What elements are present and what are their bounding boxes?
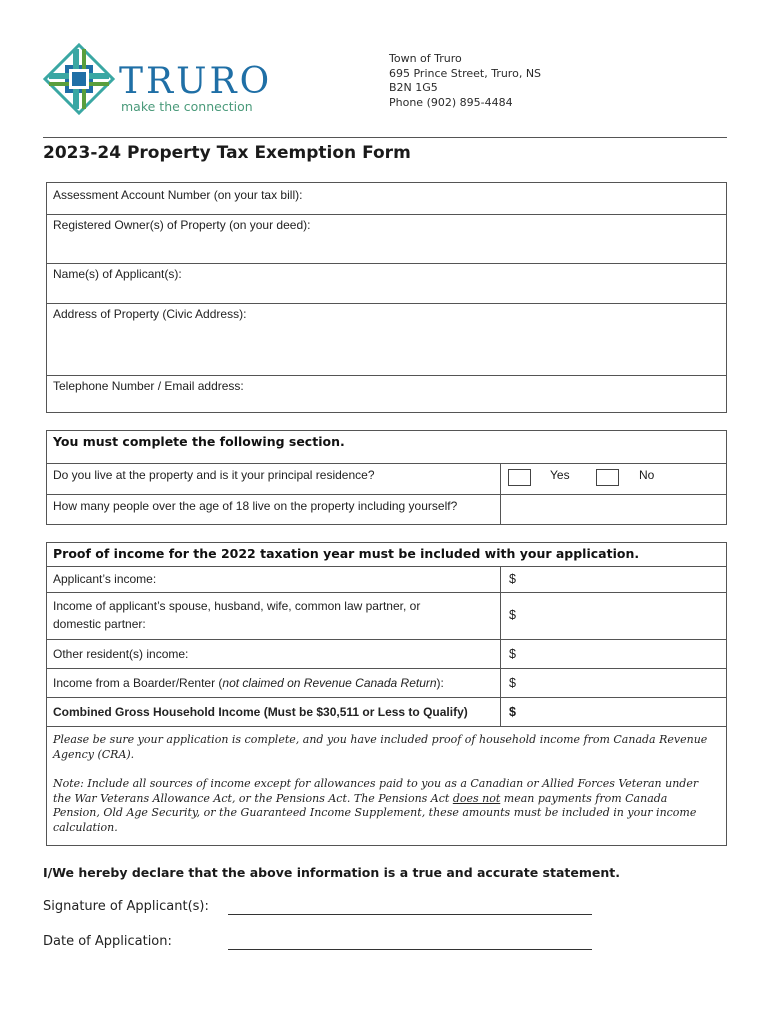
header-divider [43, 137, 727, 138]
income-sources-note [53, 777, 713, 835]
owners-label: Registered Owner(s) of Property (on your deed): [53, 218, 311, 232]
residence-section-heading: You must complete the following section. [53, 434, 345, 449]
spouse-income-label-line1: Income of applicant’s spouse, husband, wife, common law partner, or [53, 599, 421, 613]
other-resident-income-row [47, 639, 726, 668]
signature-line[interactable] [228, 914, 592, 915]
principal-residence-row [47, 463, 726, 494]
owners-field[interactable] [47, 214, 726, 263]
note-text-cont: mean payments from Canada Pension, Old Age Security, or the Guaranteed Income Supplement, these amounts must be included in your income calculation. [53, 791, 697, 834]
spouse-income-amount[interactable]: $ [509, 608, 516, 622]
combined-income-amount[interactable]: $ [509, 705, 516, 719]
other-resident-income-amount[interactable]: $ [509, 647, 516, 661]
spouse-income-row [47, 592, 726, 639]
income-section [46, 542, 727, 846]
completeness-note: Please be sure your application is complete, and you have included proof of household income from Canada Revenue Agency (CRA). [53, 733, 708, 761]
residence-section [46, 430, 727, 525]
applicant-income-amount[interactable]: $ [509, 572, 516, 586]
no-checkbox[interactable] [596, 469, 619, 486]
logo-wordmark: TRURO [119, 61, 273, 102]
contact-label: Telephone Number / Email address: [53, 379, 244, 393]
combined-income-label: Combined Gross Household Income (Must be $30,511 or Less to Qualify) [53, 705, 468, 719]
column-divider [500, 593, 516, 639]
adults-count-question: How many people over the age of 18 live on the property including yourself? [53, 499, 458, 513]
spouse-income-label-line2: domestic partner: [53, 617, 146, 631]
yes-checkbox[interactable] [508, 469, 531, 486]
form-title: 2023-24 Property Tax Exemption Form [43, 143, 411, 163]
column-divider [500, 464, 501, 494]
applicants-label: Name(s) of Applicant(s): [53, 267, 182, 281]
truro-logo [43, 43, 283, 121]
property-address-label: Address of Property (Civic Address): [53, 307, 247, 321]
principal-residence-question: Do you live at the property and is it your principal residence? [53, 468, 375, 482]
date-label: Date of Application: [43, 934, 172, 949]
column-divider [500, 698, 516, 726]
signature-label: Signature of Applicant(s): [43, 899, 209, 914]
account-number-field[interactable]: Assessment Account Number (on your tax bill): [53, 188, 303, 202]
column-divider [500, 567, 516, 592]
other-resident-income-label: Other resident(s) income: [53, 647, 189, 661]
income-section-heading: Proof of income for the 2022 taxation year must be included with your application. [53, 546, 640, 561]
address-line: B2N 1G5 [389, 81, 438, 94]
address-line: Phone (902) 895-4484 [389, 95, 513, 109]
address-line: 695 Prince Street, Truro, NS [389, 66, 542, 80]
adults-count-row [47, 494, 726, 525]
property-address-field[interactable] [47, 303, 726, 375]
applicant-income-label: Applicant’s income: [53, 572, 157, 586]
applicants-field[interactable] [47, 263, 726, 303]
logo-tagline: make the connection [121, 99, 253, 114]
boarder-income-qualifier: not claimed on Revenue Canada Return [222, 676, 437, 690]
declaration-statement: I/We hereby declare that the above information is a true and accurate statement. [43, 865, 620, 880]
logo-mark-icon [45, 45, 113, 113]
no-label: No [639, 468, 655, 482]
town-address [389, 52, 541, 110]
combined-income-row [47, 697, 726, 727]
note-text: Note: Include all sources of income except for allowances paid to you as a Canadian or Allied Forces Veteran under the War Veterans Allowance Act, or the Pensions Act. The Pensions Act [53, 777, 699, 805]
boarder-income-text: Income from a Boarder/Renter ( [53, 676, 223, 690]
boarder-income-row [47, 668, 726, 697]
address-line: Town of Truro [389, 52, 462, 65]
column-divider [500, 640, 516, 668]
contact-field[interactable] [47, 375, 726, 413]
applicant-info-box [46, 182, 727, 413]
note-emphasis: does not [452, 791, 501, 805]
boarder-income-close: ): [436, 676, 444, 690]
column-divider [500, 495, 501, 525]
boarder-income-label [53, 676, 444, 690]
boarder-income-amount[interactable]: $ [509, 676, 516, 690]
date-line[interactable] [228, 949, 592, 950]
applicant-income-row [47, 566, 726, 592]
yes-label: Yes [550, 468, 570, 482]
column-divider [500, 669, 516, 697]
